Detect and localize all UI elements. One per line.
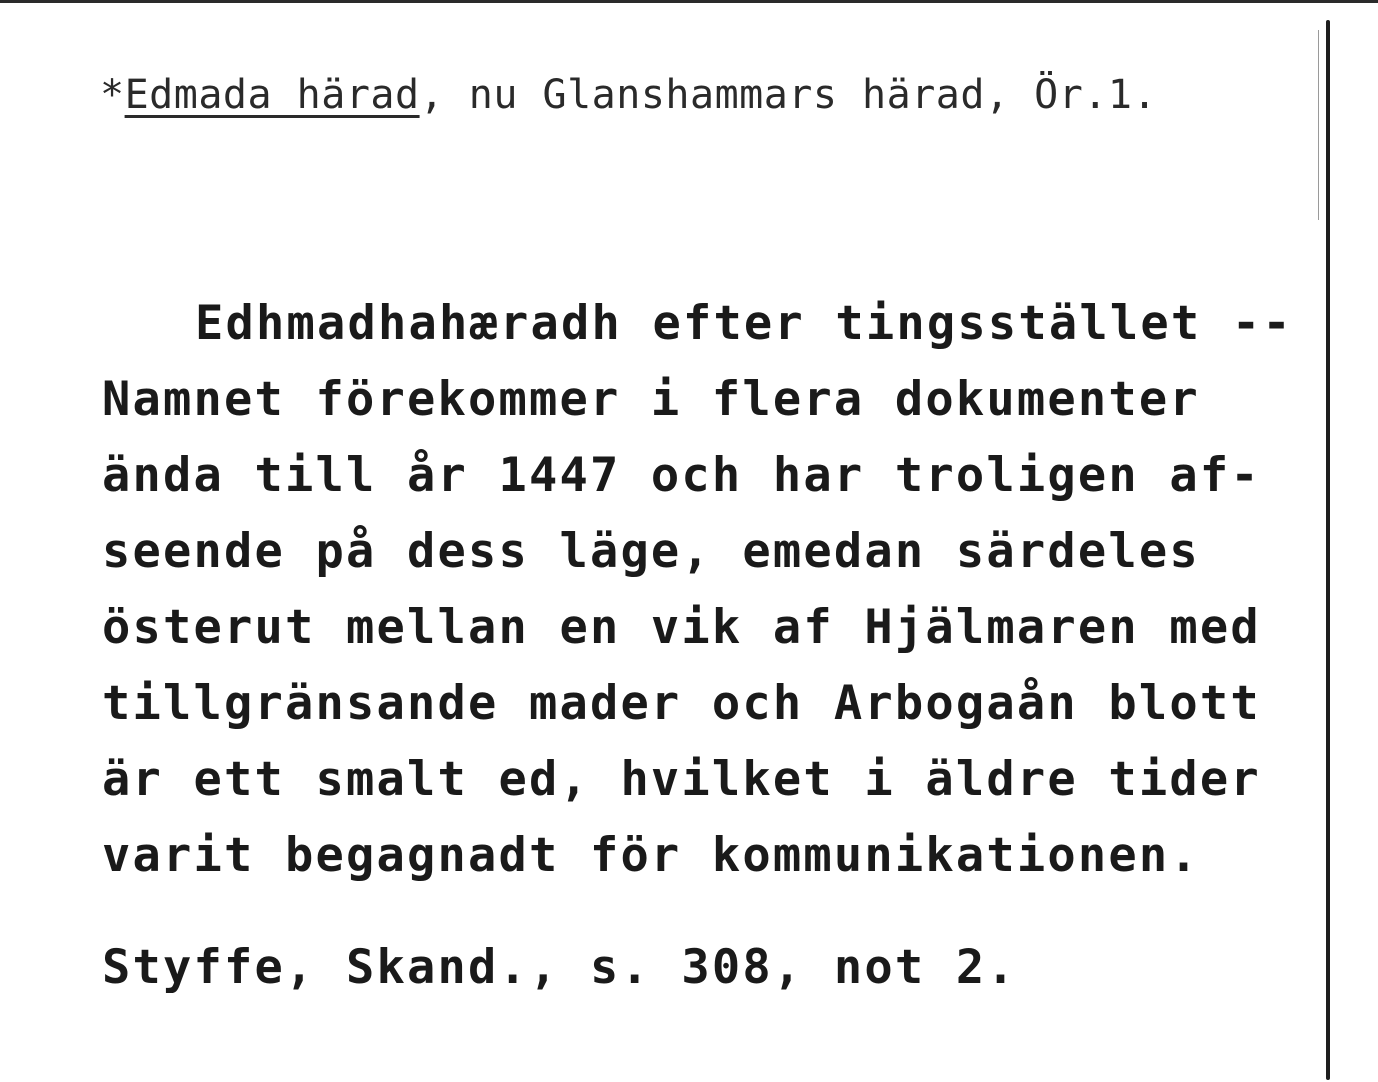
body-line-4: seende på dess läge, emedan särdeles — [102, 524, 1200, 579]
heading-place-name: Edmada härad — [124, 72, 420, 118]
heading-rest: , nu Glanshammars härad, Ör.1. — [419, 72, 1158, 118]
body-line-3: ända till år 1447 och har troligen af- — [102, 448, 1261, 503]
card-heading — [100, 72, 1157, 118]
card-top-border — [0, 0, 1378, 3]
body-line-8: varit begagnadt för kommunikationen. — [102, 828, 1200, 883]
body-line-7: är ett smalt ed, hvilket i äldre tider — [102, 752, 1261, 807]
card-right-border — [1326, 20, 1330, 1080]
source-reference: Styffe, Skand., s. 308, not 2. — [102, 940, 1017, 995]
body-line-1: Edhmadhahæradh efter tingsstället -- — [195, 296, 1293, 351]
body-line-6: tillgränsande mader och Arbogaån blott — [102, 676, 1261, 731]
heading-asterisk: * — [100, 72, 125, 118]
card-right-shadow-line — [1318, 30, 1319, 220]
body-line-5: österut mellan en vik af Hjälmaren med — [102, 600, 1261, 655]
body-line-2: Namnet förekommer i flera dokumenter — [102, 372, 1200, 427]
